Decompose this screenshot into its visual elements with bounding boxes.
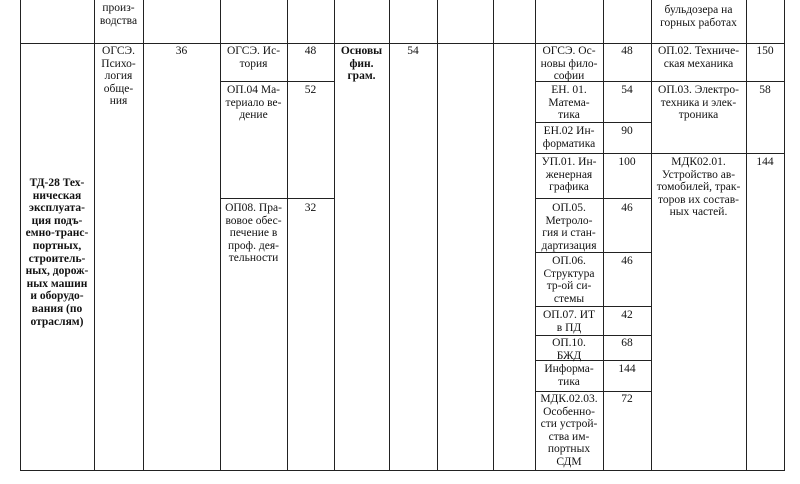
program-name: ТД-28 Тех- ническая эксплуата- ция подъ- емно-транс- портных, строитель- ных, дорож- ных машин и оборудо- вания (по отраслям) — [25, 177, 89, 328]
subject-informatics: ЕН.02 Ин- форматика — [542, 125, 596, 150]
hours-imported-sdm: 72 — [621, 393, 633, 405]
hours-mathematics: 54 — [621, 84, 633, 96]
hours-engineering-graphics: 100 — [618, 156, 636, 168]
hours-transport-structure: 46 — [621, 255, 633, 267]
hours-informatics: 90 — [621, 125, 633, 137]
subject-philosophy: ОГСЭ. Ос- новы фило- софии — [540, 45, 598, 83]
hours-electrical-engineering: 58 — [759, 84, 771, 96]
top-row-right-text: бульдозера на горных работах — [660, 4, 737, 29]
hours-informatics-2: 144 — [618, 363, 636, 375]
psychology-hours: 36 — [175, 45, 188, 57]
hours-vehicle-design: 144 — [756, 156, 774, 168]
subject-it-in-pd: ОП.07. ИТ в ПД — [542, 309, 596, 334]
subject-financial-literacy: Основы фин. грам. — [340, 45, 383, 83]
hours-it-in-pd: 42 — [621, 309, 633, 321]
hours-legal-support: 32 — [304, 202, 317, 214]
hours-metrology: 46 — [621, 202, 633, 214]
top-row-col2-text: произ- водства — [99, 2, 138, 27]
hours-history: 48 — [304, 45, 317, 57]
subject-mathematics: ЕН. 01. Матема- тика — [548, 84, 590, 122]
subject-informatics-2: Информа- тика — [544, 363, 594, 388]
subject-vehicle-design: МДК02.01. Устройство ав- томобилей, трак- торов их состав- ных частей. — [656, 156, 741, 219]
subject-technical-mechanics: ОП.02. Техниче- ская механика — [657, 45, 740, 70]
psychology-subject: ОГСЭ. Психо- логия обще- ния — [101, 45, 136, 108]
hours-materials-science: 52 — [304, 84, 317, 96]
subject-legal-support: ОП08. Пра- вовое обес- печение в проф. дея- тельности — [225, 202, 282, 265]
hours-philosophy: 48 — [621, 45, 633, 57]
subject-engineering-graphics: УП.01. Ин- женерная графика — [541, 156, 597, 194]
hours-technical-mechanics: 150 — [756, 45, 774, 57]
subject-electrical-engineering: ОП.03. Электро- техника и элек- троника — [658, 84, 739, 122]
subject-life-safety: ОП.10. БЖД — [552, 337, 586, 362]
subject-materials-science: ОП.04 Ма- териало ве- дение — [225, 84, 282, 122]
subject-transport-structure: ОП.06. Структура тр-ой си- стемы — [543, 255, 595, 305]
hours-financial-literacy: 54 — [407, 45, 419, 57]
hours-life-safety: 68 — [621, 337, 633, 349]
subject-metrology: ОП.05. Метроло- гия и стан- дартизация — [541, 202, 597, 252]
subject-history: ОГСЭ. Ис- тория — [226, 45, 281, 70]
subject-imported-sdm: МДК.02.03. Особенно- сти устрой- ства им- портных СДМ — [540, 393, 598, 468]
